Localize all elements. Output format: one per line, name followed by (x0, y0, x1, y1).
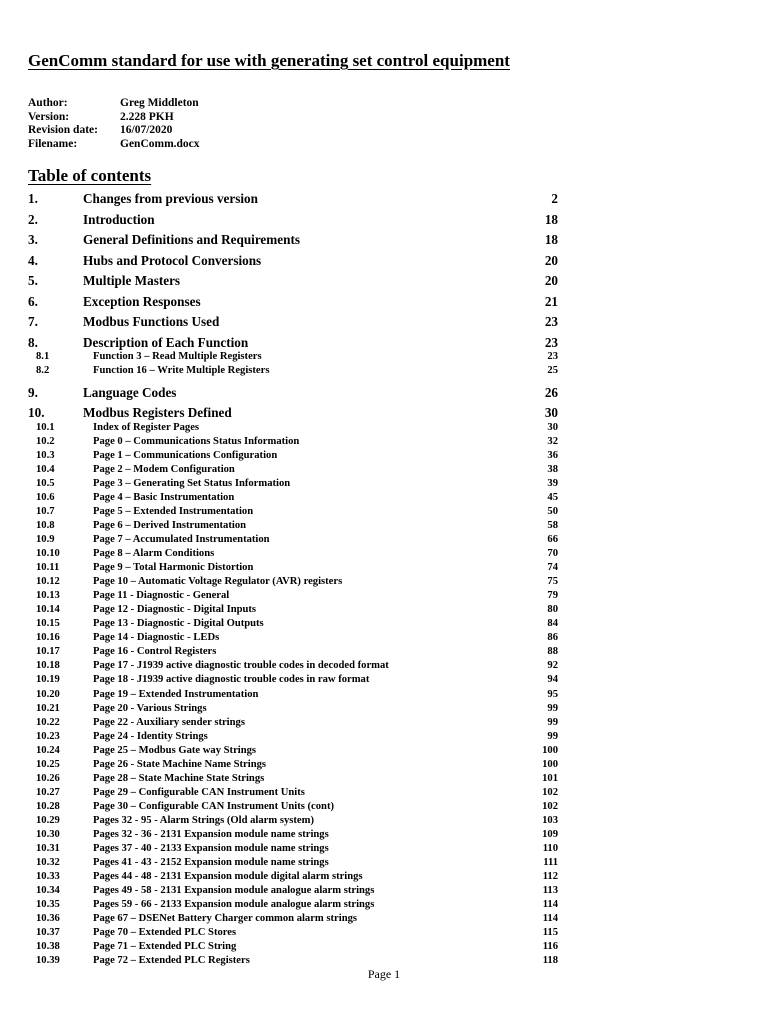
page-number-footer: Page 1 (367, 967, 401, 981)
toc-entry-number: 10.37 (36, 927, 60, 939)
toc-entry-number: 10.34 (36, 885, 60, 897)
toc-entry-page: 95 (547, 688, 558, 700)
toc-entry-page: 74 (547, 562, 558, 574)
toc-entry-title: Page 14 - Diagnostic - LEDs (93, 632, 220, 644)
toc-entry-number: 5. (28, 273, 38, 288)
toc-entry-page: 86 (547, 632, 558, 644)
toc-entry-number: 10.15 (36, 618, 60, 630)
toc-entry-title: Page 28 – State Machine State Strings (93, 772, 265, 784)
toc-entry-page: 39 (547, 477, 558, 489)
toc-entry-number: 10.10 (36, 548, 60, 559)
toc-entry-page: 36 (547, 449, 558, 461)
toc-entry-number: 10.8 (36, 519, 55, 531)
toc-entry-page: 115 (542, 927, 558, 939)
toc-entry-number: 10.17 (36, 646, 60, 658)
toc-entry-title: Page 16 - Control Registers (93, 646, 217, 658)
toc-entry-title: Page 67 – DSENet Battery Charger common alarm strings (93, 913, 358, 925)
toc-entry-title: Page 70 – Extended PLC Stores (93, 927, 237, 939)
toc-entry-page: 25 (547, 365, 558, 377)
toc-entry-title: Page 10 – Automatic Voltage Regulator (AVR) registers (93, 576, 343, 588)
toc-entry-number: 10.21 (36, 702, 60, 714)
toc-entry-number: 10.38 (36, 941, 60, 953)
meta-value: 2.228 PKH (120, 110, 174, 123)
toc-entry-number: 10.3 (36, 449, 55, 461)
toc-entry-number: 10.19 (36, 674, 60, 686)
meta-label: Version: (28, 110, 70, 123)
meta-value: 16/07/2020 (120, 124, 173, 137)
toc-entry-page: 112 (542, 871, 558, 883)
toc-entry-page: 23 (544, 334, 558, 350)
toc-entry-page: 26 (544, 384, 558, 400)
toc-entry-number: 10.26 (36, 772, 60, 784)
meta-label: Filename: (28, 137, 78, 150)
toc-entry-page: 102 (542, 800, 558, 812)
toc-entry-number: 10.16 (36, 632, 60, 644)
toc-entry-title: Page 18 - J1939 active diagnostic trouble codes in raw format (93, 674, 370, 686)
toc-entry-title: Page 24 - Identity Strings (93, 730, 208, 742)
toc-entry-page: 116 (542, 941, 558, 953)
toc-entry-number: 10.28 (36, 800, 60, 812)
toc-entry-title: Page 12 - Diagnostic - Digital Inputs (93, 604, 257, 616)
toc-entry-number: 10.7 (36, 505, 55, 517)
toc-entry-page: 21 (544, 293, 558, 309)
meta-revision-date (28, 124, 200, 138)
toc-entry-number: 10.13 (36, 590, 60, 602)
toc-entry-number: 10.25 (36, 758, 60, 770)
toc-entry-title: Pages 32 - 36 - 2131 Expansion module name strings (93, 829, 329, 840)
toc-entry-title: Multiple Masters (83, 273, 181, 288)
toc-entry-page: 66 (547, 533, 558, 545)
toc-entry-title: Page 17 - J1939 active diagnostic trouble codes in decoded format (93, 660, 389, 672)
toc-entry-page: 99 (547, 702, 558, 714)
toc-entry-page: 79 (547, 590, 558, 602)
toc-entry-title: Page 7 – Accumulated Instrumentation (93, 533, 270, 545)
meta-version (28, 111, 200, 125)
toc-entry-number: 10.29 (36, 814, 60, 826)
toc-entry-title: Page 2 – Modem Configuration (93, 463, 235, 475)
toc-entry-title: Page 30 – Configurable CAN Instrument Units (cont) (93, 800, 334, 812)
toc-entry-page: 38 (547, 463, 558, 475)
toc-entry-title: Page 5 – Extended Instrumentation (93, 505, 254, 517)
toc-entry-page: 101 (542, 772, 558, 784)
toc-entry-page: 45 (547, 491, 558, 503)
toc-entry-title: Page 6 – Derived Instrumentation (93, 519, 247, 531)
toc-entry-number: 10.33 (36, 871, 60, 883)
meta-value: Greg Middleton (120, 97, 199, 109)
toc-entry-number: 10.30 (36, 829, 60, 840)
toc-heading: Table of contents (28, 166, 152, 185)
toc-entry-number: 10.11 (36, 562, 60, 574)
toc-entry-title: Page 13 - Diagnostic - Digital Outputs (93, 618, 264, 630)
toc-entry-page: 50 (547, 505, 558, 517)
toc-entry-number: 10.2 (36, 435, 55, 447)
toc-entry-title: Page 72 – Extended PLC Registers (93, 955, 250, 967)
toc-entry-title: Pages 41 - 43 - 2152 Expansion module name strings (93, 857, 329, 869)
toc-entry-title: Page 20 - Various Strings (93, 702, 207, 714)
toc-entry-page: 80 (547, 604, 558, 616)
toc-entry-number: 4. (28, 252, 38, 268)
toc-entry-number: 10.36 (36, 913, 60, 925)
toc-entry-title: Modbus Functions Used (83, 314, 220, 329)
toc-entry-page: 30 (544, 405, 558, 421)
toc-entry-title: Page 71 – Extended PLC String (93, 941, 237, 953)
toc-entry-title: Modbus Registers Defined (83, 405, 232, 421)
toc-entry-title: Page 19 – Extended Instrumentation (93, 688, 259, 700)
toc-entry-title: Page 22 - Auxiliary sender strings (93, 716, 245, 728)
toc-entry-page: 99 (547, 716, 558, 728)
toc-entry-title: Function 3 – Read Multiple Registers (93, 351, 262, 362)
toc-entry-number: 6. (28, 293, 38, 309)
toc-entry-page: 110 (542, 843, 558, 855)
toc-entry-number: 7. (28, 314, 38, 329)
toc-entry-number: 2. (28, 211, 38, 227)
toc-entry-title: Introduction (83, 211, 155, 227)
meta-label: Author: (28, 97, 68, 109)
toc-entry-number: 9. (28, 384, 38, 400)
toc-entry-number: 8. (28, 334, 38, 350)
toc-entry-page: 103 (542, 814, 558, 826)
toc-entry-title: Exception Responses (83, 293, 201, 309)
toc-entry-page: 114 (542, 913, 558, 925)
toc-entry-page: 109 (542, 829, 558, 840)
toc-entry-number: 10.12 (36, 576, 60, 588)
toc-entry-title: Page 25 – Modbus Gate way Strings (93, 744, 257, 756)
toc-entry-page: 30 (547, 421, 558, 433)
toc-entry-title: Page 11 - Diagnostic - General (93, 590, 230, 602)
toc-entry-title: Page 4 – Basic Instrumentation (93, 491, 235, 503)
toc-entry-number: 10.22 (36, 716, 60, 728)
toc-entry-number: 8.1 (36, 351, 50, 362)
toc-entry-number: 10.5 (36, 477, 55, 489)
toc-entry-number: 10.31 (36, 843, 60, 855)
toc-entry-page: 2 (551, 191, 558, 206)
document-title: GenComm standard for use with generating set control equipment (28, 51, 510, 70)
document-metadata (28, 97, 200, 151)
toc-entry-page: 20 (544, 273, 558, 288)
toc-entry-title: Language Codes (83, 384, 177, 400)
toc-entry-page: 32 (547, 435, 558, 447)
toc-entry-title: Pages 44 - 48 - 2131 Expansion module digital alarm strings (93, 871, 363, 883)
toc-entry-title: Page 3 – Generating Set Status Information (93, 477, 291, 489)
toc-entry-page: 84 (547, 618, 558, 630)
toc-entry-number: 10.14 (36, 604, 60, 616)
toc-entry-title: Pages 49 - 58 - 2131 Expansion module analogue alarm strings (93, 885, 375, 897)
toc-entry-page: 102 (542, 786, 558, 798)
toc-entry-number: 10.23 (36, 730, 60, 742)
toc-entry-number: 10.27 (36, 786, 60, 798)
toc-entry-page: 111 (543, 857, 558, 869)
toc-entry-title: Hubs and Protocol Conversions (83, 252, 262, 268)
toc-entry-page: 92 (547, 660, 558, 672)
toc-entry-number: 10.6 (36, 491, 55, 503)
toc-entry-number: 10. (28, 405, 45, 421)
toc-entry-title: Pages 37 - 40 - 2133 Expansion module name strings (93, 843, 329, 855)
toc-entry-page: 58 (547, 519, 558, 531)
toc-entry-page: 23 (544, 314, 558, 329)
toc-entry-number: 10.39 (36, 955, 60, 967)
toc-entry-page: 23 (547, 351, 558, 362)
toc-entry-title: Page 9 – Total Harmonic Distortion (93, 562, 254, 574)
toc-entry-title: Function 16 – Write Multiple Registers (93, 365, 270, 377)
toc-entry-page: 88 (547, 646, 558, 658)
toc-entry-page: 99 (547, 730, 558, 742)
toc-entry-number: 10.18 (36, 660, 60, 672)
toc-entry-title: Page 26 - State Machine Name Strings (93, 758, 267, 770)
meta-author (28, 97, 200, 111)
toc-entry-page: 18 (544, 232, 558, 247)
toc-entry-page: 75 (547, 576, 558, 588)
toc-entry-number: 10.9 (36, 533, 55, 545)
toc-entry-title: General Definitions and Requirements (83, 232, 300, 247)
toc-entry-page: 113 (542, 885, 558, 897)
toc-entry-number: 10.32 (36, 857, 60, 869)
toc-entry-number: 8.2 (36, 365, 50, 377)
toc-entry-page: 118 (542, 955, 558, 967)
toc-entry-page: 100 (542, 758, 558, 770)
toc-entry-number: 10.1 (36, 421, 55, 433)
toc-entry-title: Changes from previous version (83, 191, 258, 206)
meta-filename (28, 138, 200, 152)
meta-value: GenComm.docx (120, 137, 200, 150)
toc-entry-page: 70 (547, 548, 558, 559)
toc-entry-number: 1. (28, 191, 38, 206)
toc-entry-number: 10.35 (36, 899, 60, 911)
toc-entry-number: 10.24 (36, 744, 60, 756)
toc-entry-number: 3. (28, 232, 38, 247)
toc-entry-title: Page 1 – Communications Configuration (93, 449, 278, 461)
toc-entry-number: 10.20 (36, 688, 60, 700)
toc-entry-title: Index of Register Pages (93, 421, 200, 433)
meta-label: Revision date: (28, 124, 98, 137)
toc-entry-page: 100 (542, 744, 558, 756)
toc-entry-title: Pages 59 - 66 - 2133 Expansion module analogue alarm strings (93, 899, 375, 911)
toc-entry-page: 18 (544, 211, 558, 227)
toc-entry-title: Pages 32 - 95 - Alarm Strings (Old alarm system) (93, 814, 314, 826)
toc-entry-page: 94 (547, 674, 558, 686)
toc-entry-number: 10.4 (36, 463, 55, 475)
toc-entry-page: 114 (542, 899, 558, 911)
toc-entry-title: Page 8 – Alarm Conditions (93, 548, 215, 559)
toc-entry-page: 20 (544, 252, 558, 268)
toc-entry-title: Page 0 – Communications Status Information (93, 435, 300, 447)
toc-entry-title: Description of Each Function (83, 334, 249, 350)
toc-entry-title: Page 29 – Configurable CAN Instrument Units (93, 786, 305, 798)
